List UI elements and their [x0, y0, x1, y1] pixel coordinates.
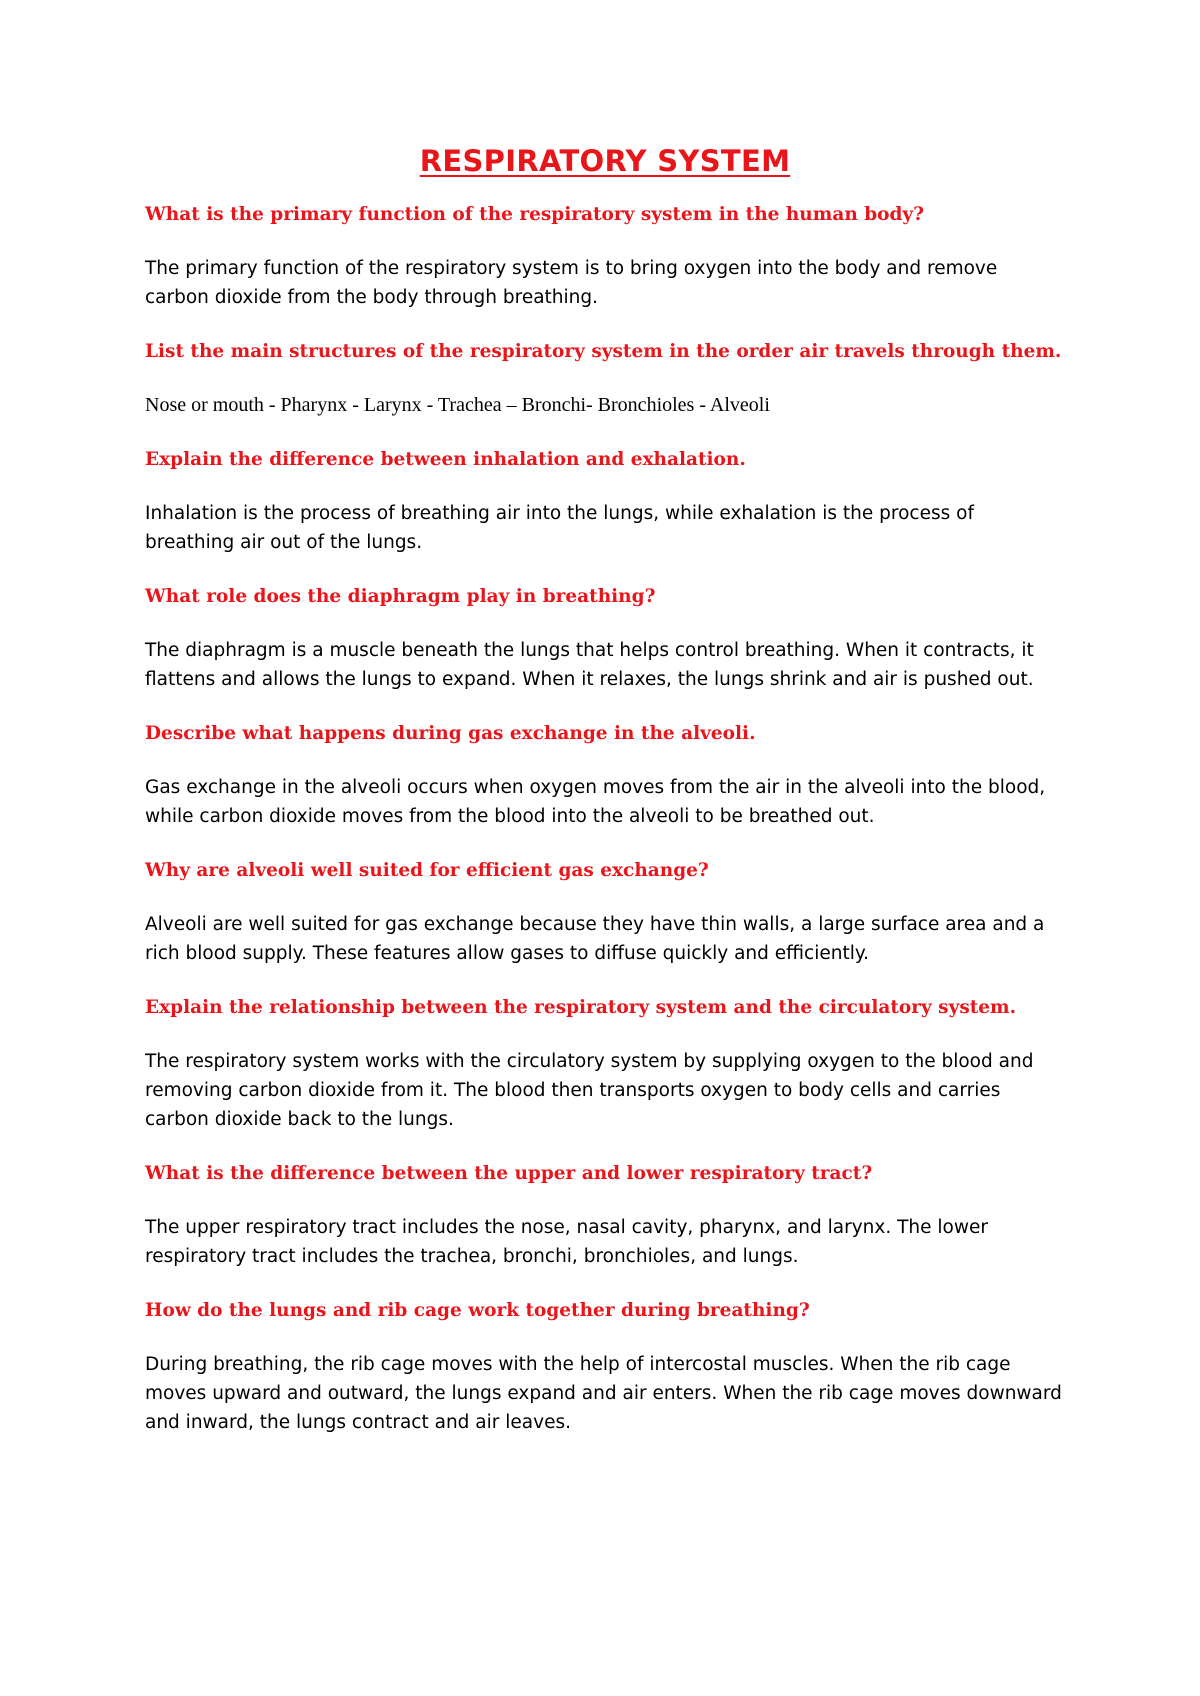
answer-text: During breathing, the rib cage moves with the help of intercostal muscles. When the rib cage moves upward and outward, the lungs expand and air enters. When the rib cage moves downward and inward, the lungs contract and air leaves.: [145, 1354, 1062, 1433]
qa-item: [145, 1296, 1065, 1437]
question-text: Explain the relationship between the respiratory system and the circulatory system.: [145, 997, 1017, 1018]
question-text: How do the lungs and rib cage work together during breathing?: [145, 1300, 810, 1321]
answer-text: The primary function of the respiratory system is to bring oxygen into the body and remove carbon dioxide from the body through breathing.: [145, 258, 998, 308]
answer-text: The diaphragm is a muscle beneath the lungs that helps control breathing. When it contracts, it flattens and allows the lungs to expand. When it relaxes, the lungs shrink and air is pushed out.: [145, 640, 1034, 690]
answer-text: Gas exchange in the alveoli occurs when oxygen moves from the air in the alveoli into the blood, while carbon dioxide moves from the blood into the alveoli to be breathed out.: [145, 777, 1046, 827]
answer-text: Alveoli are well suited for gas exchange because they have thin walls, a large surface area and a rich blood supply. These features allow gases to diffuse quickly and efficiently.: [145, 914, 1045, 964]
answer-text: Nose or mouth - Pharynx - Larynx - Trachea – Bronchi- Bronchioles - Alveoli: [145, 394, 770, 416]
question-text: Explain the difference between inhalation and exhalation.: [145, 449, 746, 470]
question-text: Describe what happens during gas exchange in the alveoli.: [145, 723, 756, 744]
answer-text: The respiratory system works with the circulatory system by supplying oxygen to the blood and removing carbon dioxide from it. The blood then transports oxygen to body cells and carries carbon dioxide back to the lungs.: [145, 1051, 1034, 1130]
question-text: Why are alveoli well suited for efficient gas exchange?: [145, 860, 709, 881]
question-text: List the main structures of the respiratory system in the order air travels through them.: [145, 341, 1062, 362]
qa-item: [145, 582, 1065, 694]
qa-item: [145, 993, 1065, 1134]
qa-item: [145, 337, 1065, 420]
answer-text: The upper respiratory tract includes the nose, nasal cavity, pharynx, and larynx. The lower respiratory tract includes the trachea, bronchi, bronchioles, and lungs.: [145, 1217, 988, 1267]
qa-item: [145, 856, 1065, 968]
qa-item: [145, 445, 1065, 557]
document-title: RESPIRATORY SYSTEM: [419, 144, 791, 178]
question-text: What is the primary function of the respiratory system in the human body?: [145, 204, 925, 225]
answer-text: Inhalation is the process of breathing air into the lungs, while exhalation is the process of breathing air out of the lungs.: [145, 503, 974, 553]
question-text: What is the difference between the upper and lower respiratory tract?: [145, 1163, 873, 1184]
question-text: What role does the diaphragm play in breathing?: [145, 586, 656, 607]
document-content: [145, 143, 1065, 1462]
qa-item: [145, 200, 1065, 312]
qa-item: [145, 1159, 1065, 1271]
qa-item: [145, 719, 1065, 831]
